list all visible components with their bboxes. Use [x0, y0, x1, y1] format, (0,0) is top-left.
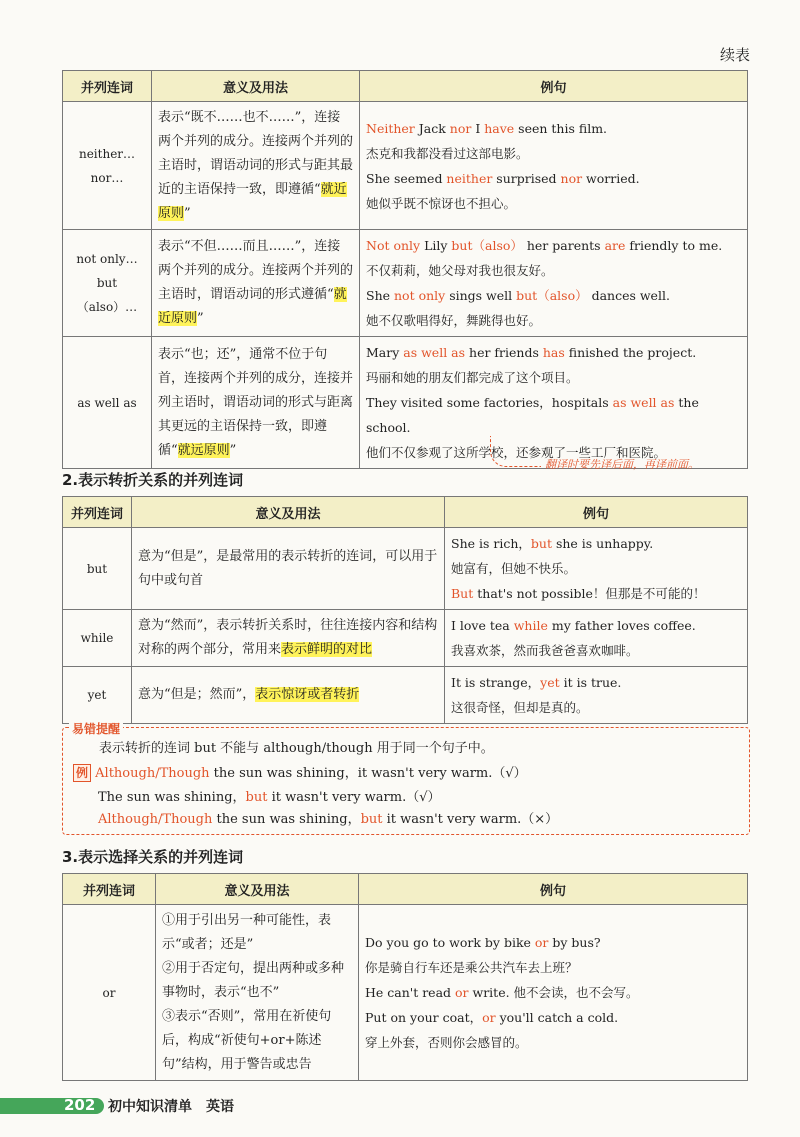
- example-translation: 杰克和我都没看过这部电影。: [366, 145, 529, 161]
- ex-keyword: but（also）: [516, 288, 588, 303]
- term-cell: as well as: [63, 337, 152, 469]
- ex-keyword: Although/Though: [95, 766, 210, 781]
- tip-title: 易错提醒: [69, 718, 123, 740]
- usage-text: 表示“既不……也不……”，连接两个并列的成分。连接两个并列的主语时，谓语动词的形式与距其最近的主语保持一致，即遵循“: [158, 109, 354, 197]
- table-row: [63, 610, 748, 667]
- ex-text: her friends: [465, 345, 543, 360]
- ex-text: I love tea: [451, 618, 514, 633]
- example-line: [365, 930, 741, 955]
- table-row: [63, 102, 748, 230]
- tip-example-line: [98, 787, 441, 809]
- usage-item: ②用于否定句，提出两种或多种事物时，表示“也不”: [162, 960, 345, 1000]
- usage-text: 表示“也；还”，通常不位于句首，连接两个并列的成分，连接并列主语时，谓语动词的形式与距离其更远的主语保持一致，即遵循“: [158, 346, 354, 458]
- term-cell: or: [63, 905, 156, 1081]
- table-row: [63, 230, 748, 337]
- ex-keyword: not only: [394, 288, 446, 303]
- section-3-title: 3.表示选择关系的并列连词: [62, 848, 244, 866]
- usage-text-end: ”: [184, 205, 191, 221]
- header-usage: 意义及用法: [156, 874, 359, 905]
- ex-keyword: but: [530, 536, 552, 551]
- ex-text: sings well: [445, 288, 517, 303]
- ex-text: surprised: [492, 170, 561, 186]
- ex-text: it wasn't very warm.（√）: [267, 790, 441, 805]
- table-row: [63, 905, 748, 1081]
- table-row: [63, 667, 748, 724]
- usage-cell: [152, 230, 360, 337]
- example-translation: 她富有，但她不快乐。: [451, 561, 577, 576]
- example-translation: 玛丽和她的朋友们都完成了这个项目。: [366, 370, 579, 385]
- ex-text: They visited some factories，hospitals: [366, 395, 613, 410]
- tip-line: 表示转折的连词 but 不能与 although/though 用于同一个句子中。: [99, 741, 494, 756]
- header-conjunction: 并列连词: [63, 71, 152, 102]
- example-line: [365, 1005, 741, 1030]
- example-translation: 她似乎既不惊讶也不担心。: [366, 195, 517, 211]
- example-cell: [360, 230, 748, 337]
- highlight-text: 表示鲜明的对比: [281, 642, 373, 657]
- header-conjunction: 并列连词: [63, 497, 132, 528]
- header-usage: 意义及用法: [132, 497, 445, 528]
- ex-keyword: Although/Though: [98, 812, 213, 827]
- ex-text: worried.: [582, 170, 640, 186]
- table-alternative-conjunctions: [62, 873, 748, 1081]
- ex-text: Mary: [366, 345, 404, 360]
- ex-text: He can't read: [365, 985, 456, 1000]
- example-line: [366, 390, 741, 440]
- ex-keyword: while: [513, 618, 548, 633]
- page-number: 202: [64, 1096, 96, 1114]
- ex-text: finished the project.: [564, 345, 697, 360]
- usage-item: ③表示“否则”，常用在祈使句后，构成“祈使句+or+陈述句”结构，用于警告或忠告: [162, 1008, 332, 1072]
- table-row: [63, 528, 748, 610]
- continued-label: 续表: [719, 46, 750, 64]
- example-translation: 她不仅歌唱得好，舞跳得也好。: [366, 313, 542, 328]
- example-line: [451, 581, 741, 606]
- example-translation: 穿上外套，否则你会感冒的。: [365, 1035, 528, 1050]
- ex-text: the school.: [366, 395, 699, 435]
- book-title: 初中知识清单 英语: [108, 1099, 234, 1115]
- example-line: [451, 531, 741, 556]
- ex-keyword: Neither: [366, 120, 415, 136]
- ex-text: friendly to me.: [625, 238, 723, 253]
- ex-keyword: or: [455, 985, 469, 1000]
- ex-keyword: but: [360, 812, 383, 827]
- usage-text-end: ”: [197, 311, 204, 326]
- ex-text: She: [366, 288, 394, 303]
- ex-text: seen this film.: [514, 120, 608, 136]
- example-cell: [445, 528, 748, 610]
- ex-keyword: have: [484, 120, 515, 136]
- ex-keyword: neither: [446, 170, 493, 186]
- term-cell: while: [63, 610, 132, 667]
- ex-text: it is true.: [559, 675, 622, 690]
- table-header: [63, 497, 748, 528]
- example-cell: [445, 667, 748, 724]
- term-cell: but: [63, 528, 132, 610]
- example-translation: 这很奇怪，但却是真的。: [451, 700, 589, 715]
- tip-example-line: [98, 809, 558, 831]
- error-prone-tip-box: [62, 722, 750, 835]
- example-line: [451, 613, 741, 638]
- ex-keyword: but: [245, 790, 268, 805]
- highlight-text: 就远原则: [177, 442, 230, 458]
- example-label: 例: [73, 764, 91, 782]
- term-cell: yet: [63, 667, 132, 724]
- ex-text: my father loves coffee.: [547, 618, 696, 633]
- ex-text: She seemed: [366, 170, 447, 186]
- ex-keyword: yet: [540, 675, 560, 690]
- example-line: [365, 980, 741, 1005]
- usage-text-end: ”: [229, 442, 237, 458]
- ex-text: It is strange，: [451, 675, 541, 690]
- usage-cell: [132, 610, 445, 667]
- ex-text: it wasn't very warm.（×）: [382, 812, 559, 827]
- ex-text: Jack: [414, 120, 450, 136]
- ex-text: the sun was shining，: [212, 812, 361, 827]
- example-line: [366, 340, 741, 365]
- section-2-title: 2.表示转折关系的并列连词: [62, 471, 244, 489]
- example-translation: 我喜欢茶，然而我爸爸喜欢咖啡。: [451, 643, 639, 658]
- ex-text: that's not possible！但那是不可能的！: [473, 586, 706, 601]
- ex-text: Do you go to work by bike: [365, 935, 535, 950]
- ex-text: dances well.: [587, 288, 670, 303]
- highlight-text: 就近原则: [158, 287, 347, 326]
- header-example: 例句: [359, 874, 748, 905]
- example-cell: [360, 102, 748, 230]
- ex-text: she is unhappy.: [551, 536, 654, 551]
- ex-text: the sun was shining，it wasn't very warm.（√）: [209, 766, 527, 781]
- ex-keyword: has: [542, 345, 565, 360]
- term-cell: neither…nor…: [63, 102, 152, 230]
- ex-keyword: nor: [449, 120, 472, 136]
- example-line: [366, 166, 741, 191]
- usage-cell: [156, 905, 359, 1081]
- example-cell: [360, 337, 748, 469]
- annotation-arrow: [490, 436, 541, 467]
- table-coordinating-conjunctions: [62, 70, 748, 469]
- ex-keyword: but（also）: [451, 238, 523, 253]
- ex-text: I: [471, 120, 485, 136]
- example-line: [366, 283, 741, 308]
- header-usage: 意义及用法: [152, 71, 360, 102]
- term-cell: [63, 230, 152, 337]
- example-cell: [359, 905, 748, 1081]
- usage-item: ①用于引出另一种可能性，表示“或者；还是”: [162, 912, 332, 952]
- usage-text: 意为“但是；然而”，: [138, 687, 256, 702]
- ex-keyword: are: [604, 238, 626, 253]
- ex-keyword: or: [534, 935, 549, 950]
- usage-text: 表示“不但……而且……”，连接两个并列的成分。连接两个并列的主语时，谓语动词的形式遵循“: [158, 239, 354, 302]
- example-translation: 不仅莉莉，她父母对我也很友好。: [366, 263, 554, 278]
- ex-text: Put on your coat，: [365, 1010, 483, 1025]
- usage-cell: [152, 337, 360, 469]
- term-line: not only…: [76, 252, 138, 266]
- highlight-text: 就近原则: [158, 181, 347, 221]
- highlight-text: 表示惊讶或者转折: [255, 687, 360, 702]
- table-adversative-conjunctions: [62, 496, 748, 724]
- example-line: [366, 233, 741, 258]
- usage-cell: 意为“但是”，是最常用的表示转折的连词，可以用于句中或句首: [132, 528, 445, 610]
- ex-keyword: Not only: [366, 238, 421, 253]
- annotation-note: 翻译时要先译后面，再译前面。: [545, 458, 699, 471]
- header-example: 例句: [360, 71, 748, 102]
- ex-keyword: or: [482, 1010, 496, 1025]
- example-translation: 你是骑自行车还是乘公共汽车去上班？: [365, 960, 578, 975]
- example-cell: [445, 610, 748, 667]
- page-footer: [0, 1094, 800, 1114]
- ex-text: The sun was shining，: [98, 790, 246, 805]
- ex-keyword: as well as: [612, 395, 675, 410]
- ex-text: by bus?: [548, 935, 601, 950]
- usage-cell: [132, 667, 445, 724]
- table-header: [63, 874, 748, 905]
- term-line: but（also）…: [76, 276, 138, 314]
- ex-keyword: But: [451, 586, 474, 601]
- example-translation: 他们不仅参观了这所学校，还参观了一些工厂和医院。: [366, 445, 667, 460]
- ex-keyword: nor: [560, 170, 583, 186]
- usage-cell: [152, 102, 360, 230]
- ex-text: you'll catch a cold.: [495, 1010, 619, 1025]
- header-example: 例句: [445, 497, 748, 528]
- ex-keyword: as well as: [403, 345, 466, 360]
- example-line: [366, 116, 741, 141]
- ex-text: She is rich，: [451, 536, 531, 551]
- tip-example-line: [73, 763, 527, 785]
- ex-text: her parents: [522, 238, 605, 253]
- table-header: [63, 71, 748, 102]
- usage-text: 意为“然而”，表示转折关系时，往往连接内容和结构对称的两个部分，常用来: [138, 618, 438, 657]
- table-row: [63, 337, 748, 469]
- ex-text: write. 他不会读，也不会写。: [468, 985, 639, 1000]
- header-conjunction: 并列连词: [63, 874, 156, 905]
- example-line: [451, 670, 741, 695]
- ex-text: Lily: [420, 238, 452, 253]
